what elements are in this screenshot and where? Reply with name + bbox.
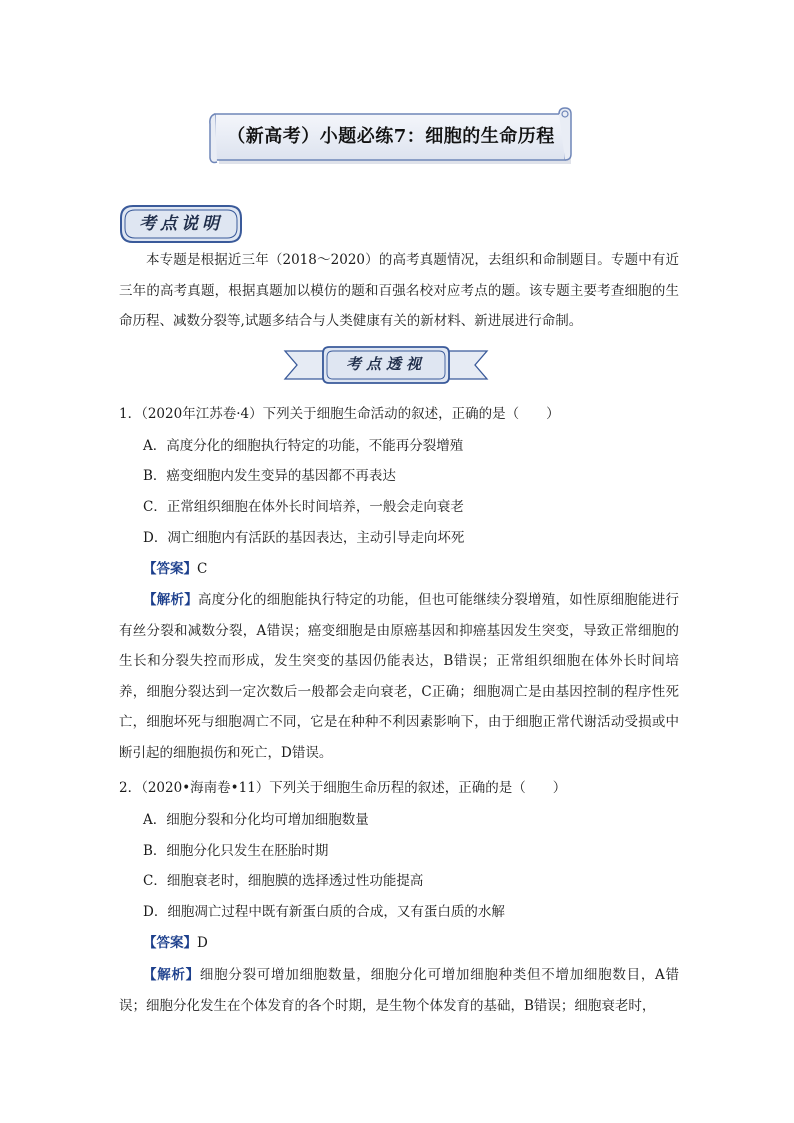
- question-1-option-a: A．高度分化的细胞执行特定的功能，不能再分裂增殖: [143, 438, 464, 454]
- answer-tag: 【答案】: [143, 561, 197, 577]
- question-1-answer: [143, 559, 207, 579]
- question-1-option-d: D．凋亡细胞内有活跃的基因表达，主动引导走向坏死: [143, 530, 465, 546]
- intro-paragraph: 本专题是根据近三年（2018～2020）的高考真题情况，去组织和命制题目。专题中有近三年的高考真题，根据真题加以模仿的题和百强名校对应考点的题。该专题主要考查细胞的生命历程、减数分裂等,试题多结合与人类健康有关的新材料、新进展进行命制。: [119, 252, 679, 329]
- explain-text: 细胞分裂可增加细胞数量，细胞分化可增加细胞种类但不增加细胞数目，A错误；细胞分化发生在个体发育的各个时期，是生物个体发育的基础，B错误；细胞衰老时，: [119, 967, 680, 1014]
- question-2-option-a: A．细胞分裂和分化均可增加细胞数量: [143, 812, 369, 828]
- answer-value: D: [197, 935, 208, 951]
- question-1-stem: 1．（2020年江苏卷·4）下列关于细胞生命活动的叙述，正确的是（ ）: [119, 406, 560, 422]
- question-2-answer: [143, 933, 208, 953]
- section-badge-kaodian-shuoming: [119, 204, 243, 244]
- section-title-1: 考点说明: [139, 214, 223, 234]
- question-1-option-b: B．癌变细胞内发生变异的基因都不再表达: [143, 468, 396, 484]
- answer-value: C: [197, 561, 208, 577]
- question-2-option-c: C．细胞衰老时，细胞膜的选择透过性功能提高: [143, 873, 424, 889]
- explain-text: 高度分化的细胞能执行特定的功能，但也可能继续分裂增殖，如性原细胞能进行有丝分裂和减数分裂，A错误；癌变细胞是由原癌基因和抑癌基因发生突变，导致正常细胞的生长和分裂失控而形成，发生突变的基因仍能表达，B错误；正常组织细胞在体外长时间培养，细胞分裂达到一定次数后一般都会走向衰老，C正确；细胞凋亡是由基因控制的程序性死亡，细胞坏死与细胞凋亡不同，它是在种种不利因素影响下，由于细胞正常代谢活动受损或中断引起的细胞损伤和死亡，D错误。: [119, 592, 679, 761]
- question-2-explanation: [119, 960, 679, 1021]
- title-banner: [207, 106, 575, 168]
- explain-tag: 【解析】: [143, 592, 198, 608]
- question-2-option-b: B．细胞分化只发生在胚胎时期: [143, 843, 329, 859]
- question-2-stem: 2．（2020•海南卷•11）下列关于细胞生命历程的叙述，正确的是（ ）: [119, 780, 567, 796]
- question-1-option-c: C．正常组织细胞在体外长时间培养，一般会走向衰老: [143, 499, 464, 515]
- section-title-2: 考点透视: [345, 355, 426, 373]
- question-1-explanation: [119, 585, 679, 768]
- page-title: （新高考）小题必练7：细胞的生命历程: [227, 126, 555, 147]
- explain-tag: 【解析】: [143, 967, 200, 983]
- question-2-option-d: D．细胞凋亡过程中既有新蛋白质的合成，又有蛋白质的水解: [143, 904, 505, 920]
- section-ribbon-kaodian-toushi: [283, 345, 489, 385]
- answer-tag: 【答案】: [143, 935, 197, 951]
